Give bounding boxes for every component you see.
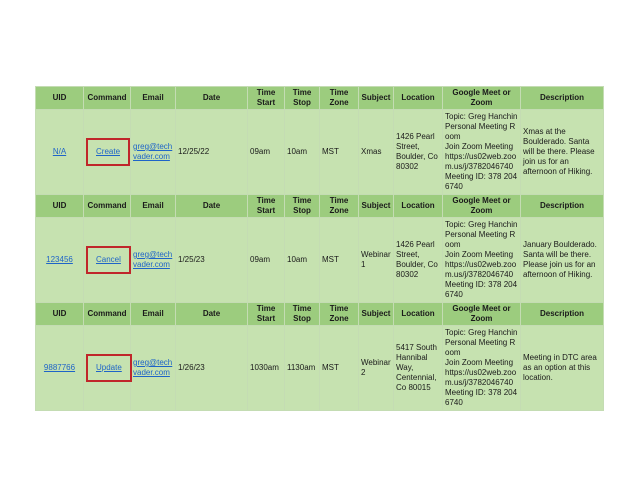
column-header: Google Meet or Zoom [443,303,521,326]
email-cell [131,218,176,303]
spreadsheet [35,86,603,411]
time-zone-cell: MST [320,110,359,195]
column-header: Command [84,195,131,218]
uid-cell [36,218,84,303]
column-header: Time Start [248,195,285,218]
uid-link[interactable]: 123456 [46,255,73,264]
command-link[interactable]: Update [86,354,132,382]
table-row [36,218,604,303]
column-header: UID [36,87,84,110]
command-cell [84,218,131,303]
email-cell [131,326,176,411]
table-row [36,110,604,195]
column-header: Description [521,303,604,326]
column-header: Subject [359,87,394,110]
column-header: Email [131,303,176,326]
column-header: UID [36,195,84,218]
column-header: Date [176,195,248,218]
command-link[interactable]: Create [86,138,130,166]
table-body [36,87,604,411]
uid-link[interactable]: N/A [52,147,67,156]
column-header: Time Zone [320,195,359,218]
subject-cell: Webinar 2 [359,326,394,411]
meeting-cell: Topic: Greg Hanchin Personal Meeting Room Join Zoom Meeting https://us02web.zoom.us/j/3782046740 Meeting ID: 378 204 6740 [443,110,521,195]
time-zone-cell: MST [320,326,359,411]
column-header: UID [36,303,84,326]
column-header: Time Start [248,303,285,326]
location-cell: 5417 South Hannibal Way, Centennial, Co 80015 [394,326,443,411]
location-cell: 1426 Pearl Street, Boulder, Co 80302 [394,218,443,303]
email-link[interactable]: greg@techvader.com [133,250,173,269]
location-cell: 1426 Pearl Street, Boulder, Co 80302 [394,110,443,195]
uid-cell [36,326,84,411]
column-header: Description [521,87,604,110]
column-header: Location [394,303,443,326]
description-cell: January Boulderado. Santa will be there. Please join us for an afternoon of Hiking. [521,218,604,303]
time-stop-cell: 1130am [285,326,320,411]
column-header: Google Meet or Zoom [443,87,521,110]
date-cell: 1/26/23 [176,326,248,411]
time-start-cell: 09am [248,218,285,303]
email-link[interactable]: greg@techvader.com [133,358,173,377]
column-header: Location [394,195,443,218]
uid-cell [36,110,84,195]
column-header: Time Zone [320,303,359,326]
subject-cell: Xmas [359,110,394,195]
column-header: Location [394,87,443,110]
time-start-cell: 1030am [248,326,285,411]
subject-cell: Webinar 1 [359,218,394,303]
description-cell: Meeting in DTC area as an option at this location. [521,326,604,411]
column-header: Time Stop [285,87,320,110]
column-header: Time Stop [285,195,320,218]
time-stop-cell: 10am [285,218,320,303]
header-row [36,87,604,110]
date-cell: 1/25/23 [176,218,248,303]
column-header: Description [521,195,604,218]
command-cell [84,326,131,411]
column-header: Time Zone [320,87,359,110]
column-header: Command [84,87,131,110]
meeting-cell: Topic: Greg Hanchin Personal Meeting Room Join Zoom Meeting https://us02web.zoom.us/j/3782046740 Meeting ID: 378 204 6740 [443,218,521,303]
time-stop-cell: 10am [285,110,320,195]
command-link[interactable]: Cancel [86,246,131,274]
time-zone-cell: MST [320,218,359,303]
column-header: Time Start [248,87,285,110]
email-link[interactable]: greg@techvader.com [133,142,173,161]
column-header: Date [176,303,248,326]
column-header: Email [131,195,176,218]
meeting-cell: Topic: Greg Hanchin Personal Meeting Room Join Zoom Meeting https://us02web.zoom.us/j/3782046740 Meeting ID: 378 204 6740 [443,326,521,411]
events-table [35,86,604,411]
header-row [36,195,604,218]
column-header: Google Meet or Zoom [443,195,521,218]
column-header: Time Stop [285,303,320,326]
column-header: Command [84,303,131,326]
uid-link[interactable]: 9887766 [43,363,76,372]
column-header: Subject [359,195,394,218]
command-cell [84,110,131,195]
description-cell: Xmas at the Boulderado. Santa will be there. Please join us for an afternoon of Hiking. [521,110,604,195]
column-header: Subject [359,303,394,326]
table-row [36,326,604,411]
date-cell: 12/25/22 [176,110,248,195]
column-header: Date [176,87,248,110]
email-cell [131,110,176,195]
column-header: Email [131,87,176,110]
time-start-cell: 09am [248,110,285,195]
header-row [36,303,604,326]
